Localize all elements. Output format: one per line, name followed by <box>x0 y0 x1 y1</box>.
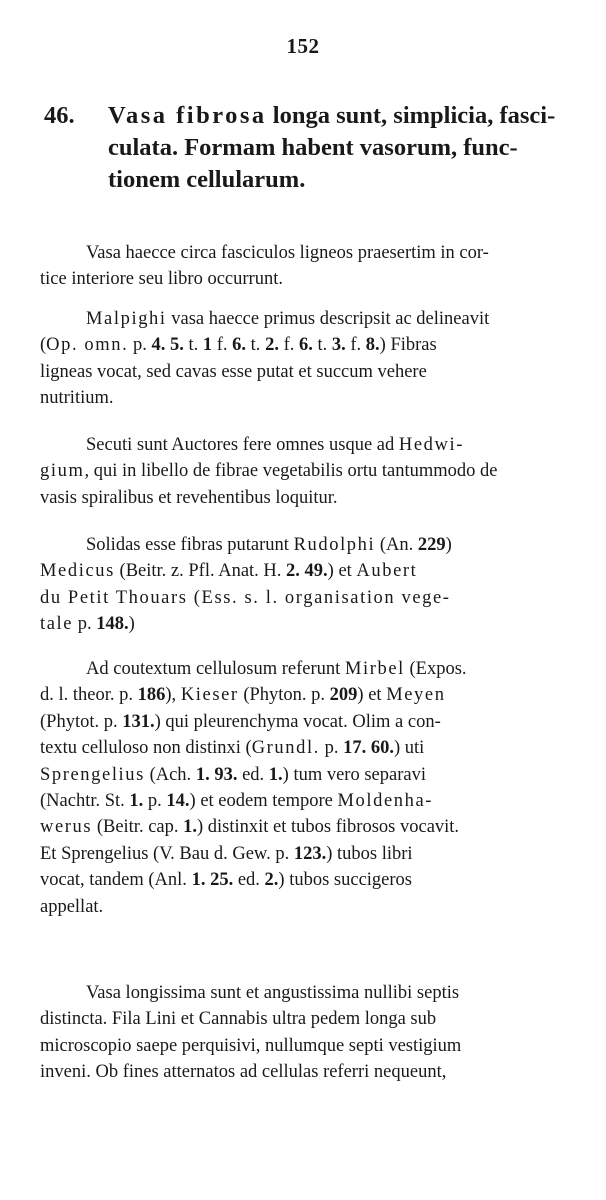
citation-number: 209 <box>329 685 358 706</box>
paragraph-line <box>40 656 588 682</box>
paragraph-line: Vasa haecce circa fasciculos ligneos praesertim in cor- <box>86 243 489 263</box>
paragraph-line <box>40 814 588 840</box>
text-run: (Expos. <box>404 659 467 679</box>
text-run: ) qui pleurenchyma vocat. Olim a con- <box>154 711 441 732</box>
paragraph-line <box>40 611 588 637</box>
heading-spaced-term: Vasa fibrosa <box>108 102 267 129</box>
author-name: Et Sprengelius <box>40 843 149 864</box>
paragraph-line: tice interiore seu libro occurrunt. <box>40 269 283 290</box>
paragraph-line: distincta. Fila Lini et Cannabis ultra pedem longa sub <box>40 1009 437 1030</box>
citation-number: 186 <box>137 685 166 706</box>
text-run: Solidas esse fibras putarunt <box>86 535 294 555</box>
paragraph-4 <box>40 532 588 638</box>
paragraph-6 <box>40 980 588 1086</box>
paragraph-5 <box>40 656 588 920</box>
citation-number: 1. 93. <box>195 764 238 785</box>
text-run: ) tubos succigeros <box>278 870 412 891</box>
citation-number: 131. <box>122 711 155 732</box>
paragraph-line <box>40 432 588 458</box>
paragraph-line <box>40 682 588 708</box>
paragraph-line <box>40 458 588 484</box>
paragraph-line <box>40 788 588 814</box>
text-run: p. <box>143 791 167 812</box>
citation-title: Op. omn. <box>46 335 129 356</box>
paragraph-line: microscopio saepe perquisivi, nullumque septi vestigium <box>40 1035 462 1056</box>
heading-line-1 <box>44 100 589 132</box>
text-run: (Ach. <box>144 764 196 785</box>
text-run: p. <box>319 738 344 759</box>
paragraph-line <box>40 558 588 584</box>
citation-number: 1. 25. <box>191 870 234 891</box>
citation-number: 2. <box>264 870 279 891</box>
text-run: (Nachtr. St. <box>40 791 130 812</box>
text-run: , qui in libello de fibrae vegetabilis ortu tantummodo de <box>84 461 498 482</box>
citation-number: 1. <box>129 791 144 812</box>
citation-number: 2. <box>265 335 279 356</box>
text-run: t. <box>312 335 332 356</box>
author-name: du Petit Thouars <box>40 587 188 608</box>
text-run: vasa haecce primus descripsit ac delineavit <box>166 309 490 329</box>
author-name: Medicus <box>40 561 115 582</box>
text-run: (V. Bau d. Gew. p. <box>148 843 294 864</box>
paragraph-1 <box>40 240 588 293</box>
citation-number: 6. <box>298 335 313 356</box>
paragraph-line: inveni. Ob fines atternatos ad cellulas referri nequeunt, <box>40 1062 447 1083</box>
citation-number: 17. 60. <box>343 738 394 759</box>
text-run: p. <box>73 614 97 635</box>
text-run: t. <box>246 335 266 356</box>
paragraph-line <box>40 867 588 893</box>
text-run: ( <box>40 335 47 356</box>
author-name: Hedwi- <box>398 435 464 455</box>
text-run: (Beitr. z. Pfl. Anat. H. <box>114 561 287 582</box>
text-run: ) uti <box>393 738 425 759</box>
text-run: f. <box>212 335 233 356</box>
text-run: f. <box>278 335 299 356</box>
text-run: f. <box>345 335 366 356</box>
citation-number: 2. 49. <box>286 561 328 582</box>
citation-number: 229 <box>417 535 446 555</box>
heading-line-3: tionem cellularum. <box>108 166 306 193</box>
heading-line-1-rest: longa sunt, simplicia, fasci- <box>266 102 556 129</box>
text-run: textu celluloso non distinxi ( <box>40 738 252 759</box>
paragraph-2 <box>40 306 588 412</box>
citation-number: 1. <box>268 764 283 785</box>
page-number: 152 <box>286 34 320 58</box>
text-run: ) et eodem tempore <box>189 791 338 812</box>
citation-number: 4. 5. <box>151 335 184 356</box>
citation-number: 148. <box>96 614 129 635</box>
paragraph-line <box>40 532 588 558</box>
paragraph-line <box>40 332 588 358</box>
citation-number: 14. <box>166 791 190 812</box>
citation-number: 1. <box>183 817 197 838</box>
text-run: (Phyton. p. <box>238 685 330 706</box>
text-run: ), <box>165 685 181 706</box>
text-run: d. l. theor. p. <box>40 685 138 706</box>
text-run: (Ess. s. l. organisation vege- <box>187 587 451 608</box>
text-run: ed. <box>233 870 265 891</box>
paragraph-line <box>40 735 588 761</box>
author-name: Aubert <box>356 561 418 582</box>
text-run: (An. <box>375 535 418 555</box>
citation-title: Grundl. <box>251 738 320 759</box>
paragraph-line <box>40 841 588 867</box>
author-name: Mirbel <box>344 659 405 679</box>
author-name: Rudolphi <box>293 535 376 555</box>
paragraph-3 <box>40 432 588 511</box>
text-run: (Beitr. cap. <box>92 817 184 838</box>
paragraph-line: nutritium. <box>40 388 114 409</box>
text-run: ) <box>128 614 135 635</box>
citation-number: 1 <box>202 335 213 356</box>
heading-line-2: culata. Formam habent vasorum, func- <box>108 134 518 161</box>
section-heading <box>44 100 589 196</box>
text-run: Ad coutextum cellulosum referunt <box>86 659 345 679</box>
citation-number: 3. <box>331 335 346 356</box>
author-name: werus <box>40 817 93 838</box>
paragraph-line: appellat. <box>40 896 104 917</box>
author-name: Kieser <box>180 685 239 706</box>
author-name: gium <box>40 461 85 482</box>
citation-number: 123. <box>293 843 327 864</box>
text-run: vocat, tandem (Anl. <box>40 870 192 891</box>
paragraph-line <box>40 585 588 611</box>
text-run: ) tubos libri <box>326 843 413 864</box>
text-run: ) Fibras <box>379 335 437 356</box>
paragraph-line: vasis spiralibus et revehentibus loquitur. <box>40 487 338 508</box>
section-number: 46. <box>44 102 75 129</box>
text-run: p. <box>128 335 152 356</box>
paragraph-line: ligneas vocat, sed cavas esse putat et succum vehere <box>40 361 427 382</box>
text-run: Secuti sunt Auctores fere omnes usque ad <box>86 435 399 455</box>
text-run: ) tum vero separavi <box>282 764 426 785</box>
text-run: ed. <box>237 764 269 785</box>
paragraph-line <box>40 306 588 332</box>
text-run: ) <box>445 535 452 555</box>
author-name: Meyen <box>386 685 446 706</box>
paragraph-line: Vasa longissima sunt et angustissima nullibi septis <box>86 983 460 1003</box>
text-run: (Phytot. p. <box>40 711 123 732</box>
text-run: ) et <box>357 685 387 706</box>
author-name: Moldenha- <box>337 791 434 812</box>
citation-number: 8. <box>365 335 380 356</box>
citation-number: 6. <box>232 335 247 356</box>
text-run: t. <box>183 335 203 356</box>
text-run: ) distinxit et tubos fibrosos vocavit. <box>197 817 460 838</box>
author-name: Sprengelius <box>40 764 145 785</box>
text-run: ) et <box>327 561 357 582</box>
author-name: Malpighi <box>86 309 167 329</box>
paragraph-line <box>40 709 588 735</box>
paragraph-line <box>40 762 588 788</box>
text-run: tale <box>40 614 74 635</box>
